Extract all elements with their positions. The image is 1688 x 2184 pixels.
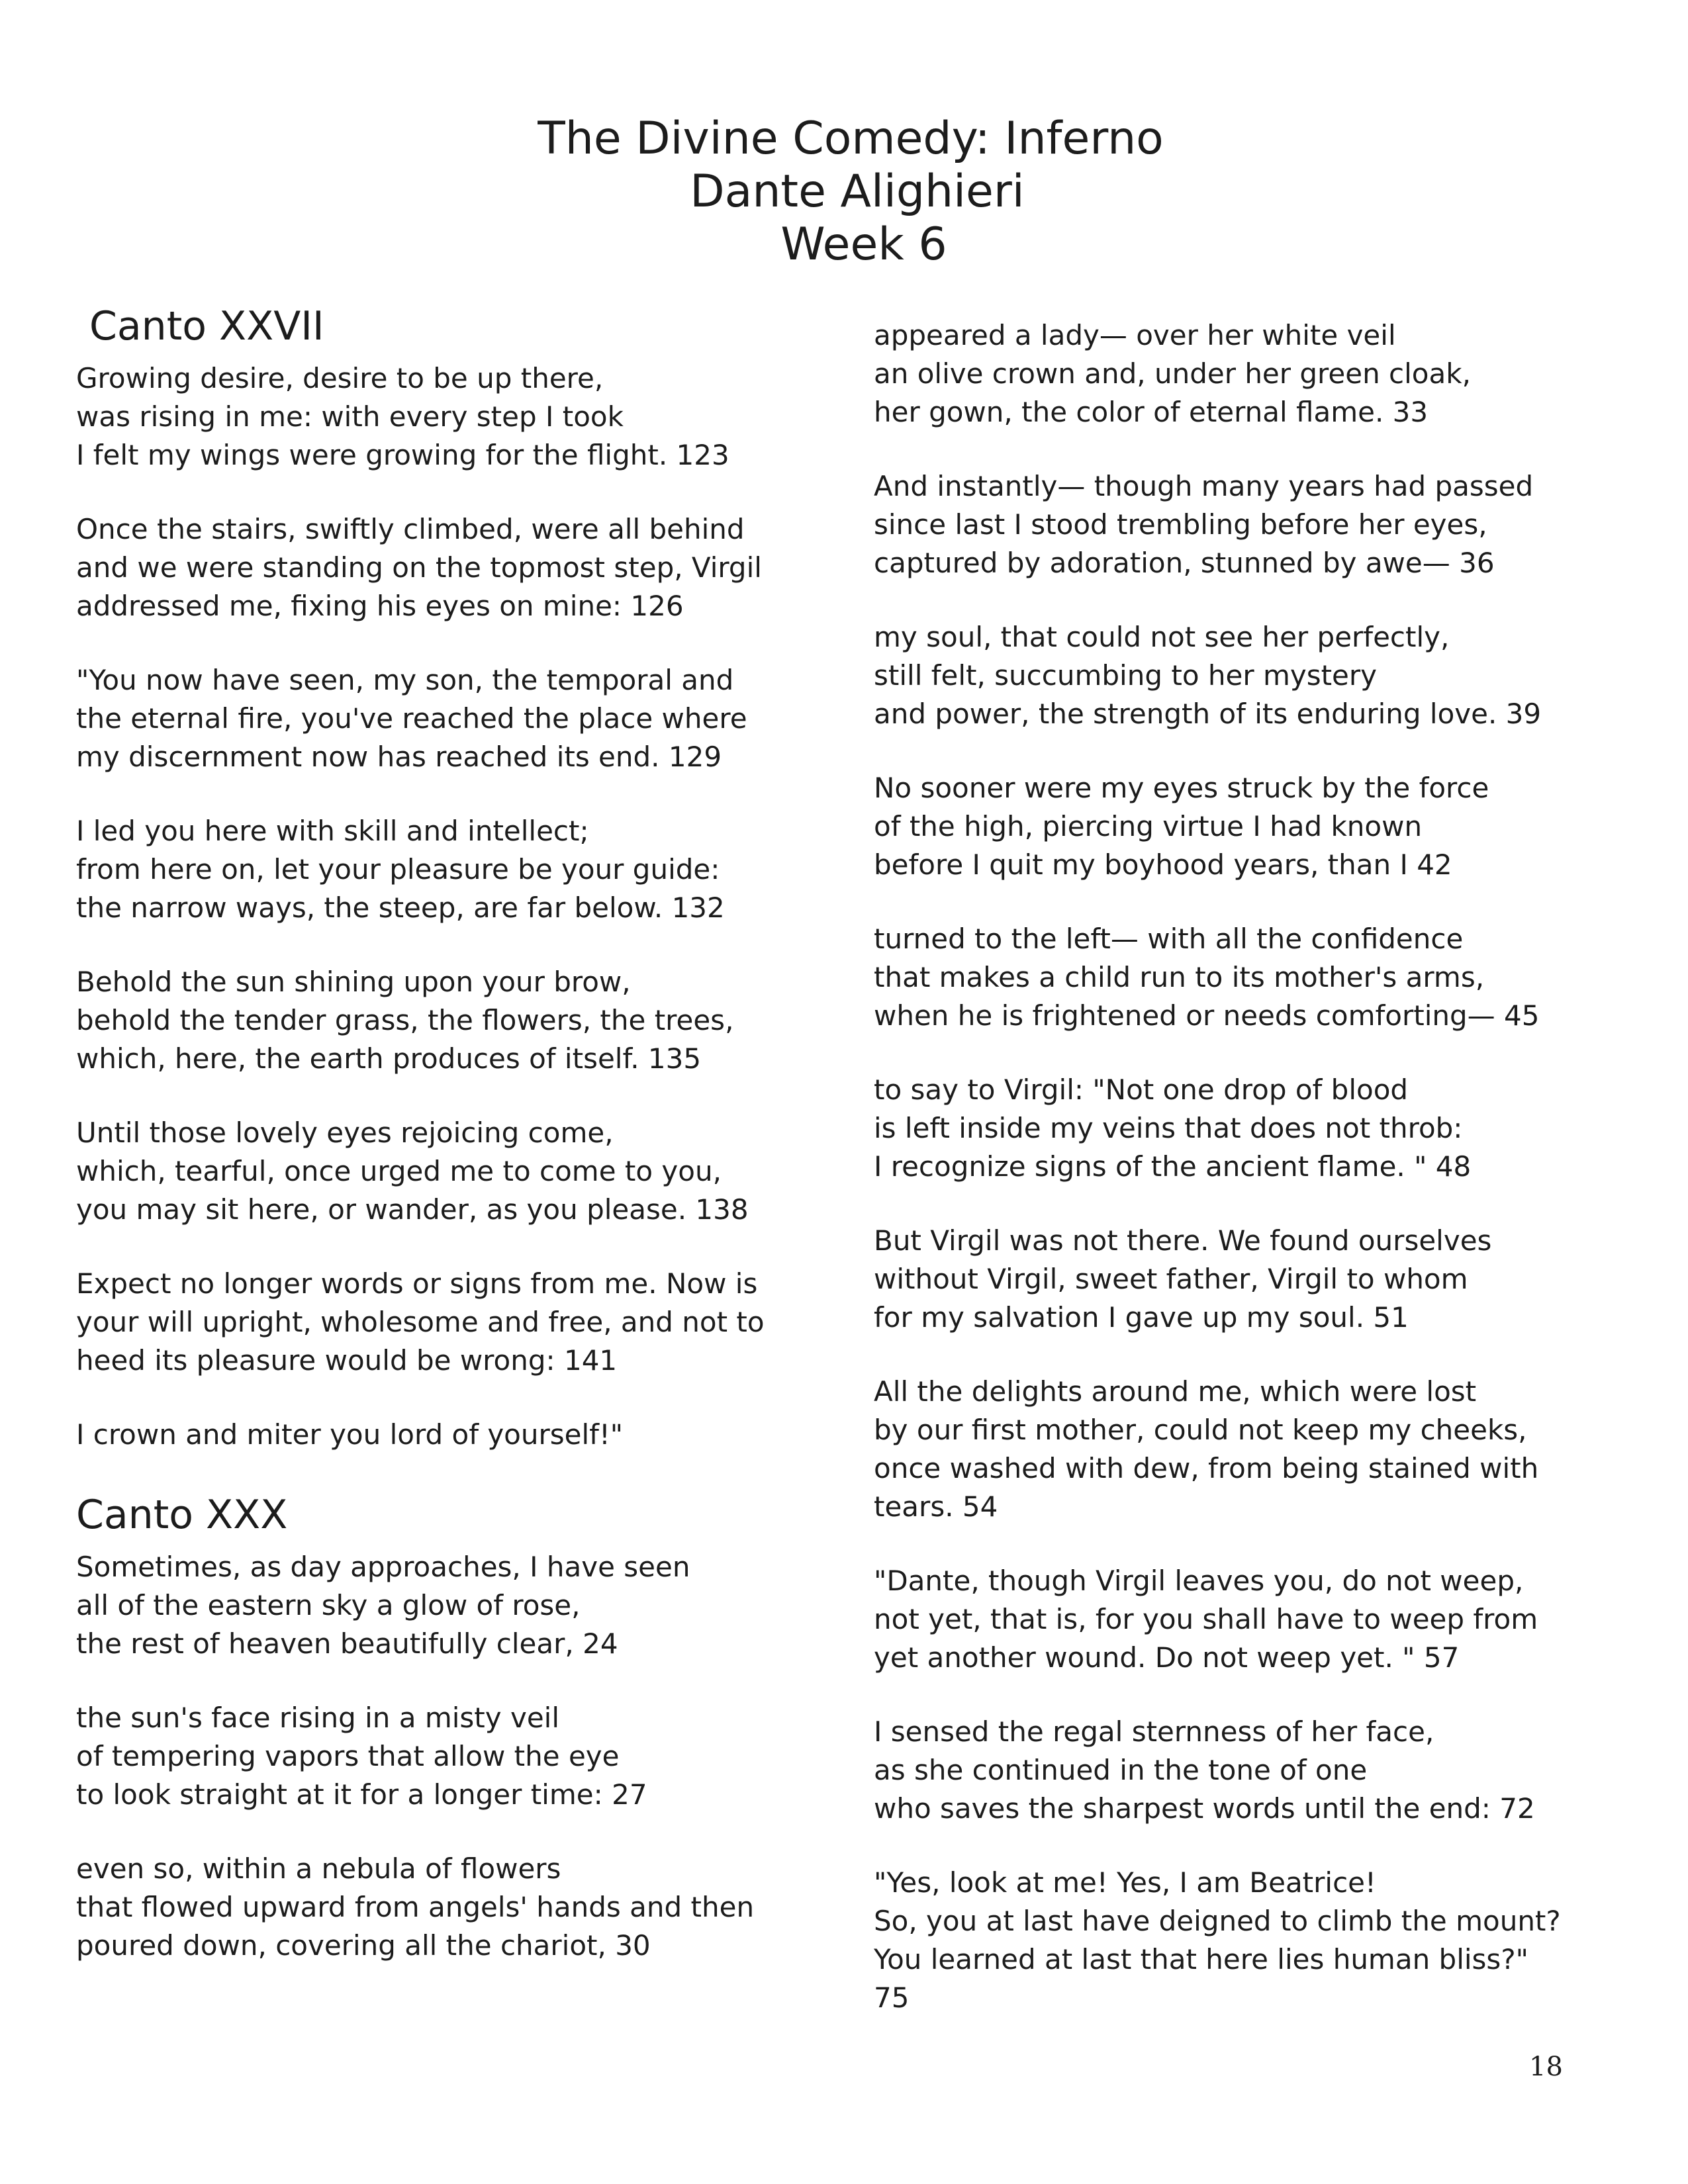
verse-line: that flowed upward from angels' hands and then [76, 1891, 755, 1923]
stanza [874, 1713, 1589, 1828]
verse-line: "You now have seen, my son, the temporal and [76, 664, 734, 696]
verse-line: was rising in me: with every step I took [76, 400, 624, 433]
verse-line: the eternal fire, you've reached the place where [76, 702, 747, 735]
stanza [874, 467, 1589, 582]
verse-line: I crown and miter you lord of yourself!" [76, 1418, 624, 1451]
verse-line: my soul, that could not see her perfectly, [874, 621, 1450, 653]
verse-line: captured by adoration, stunned by awe— 36 [874, 547, 1495, 579]
stanza [76, 1850, 791, 1965]
verse-line: to say to Virgil: "Not one drop of blood [874, 1073, 1409, 1106]
title-line-3: Week 6 [780, 218, 947, 271]
verse-line: is left inside my veins that does not throb: [874, 1112, 1463, 1144]
verse-line: the rest of heaven beautifully clear, 24 [76, 1627, 618, 1660]
verse-line: your will upright, wholesome and free, and not to [76, 1306, 765, 1338]
verse-line: You learned at last that here lies human bliss?" [874, 1943, 1528, 1976]
stanza [76, 1114, 791, 1229]
verse-line: and we were standing on the topmost step, Virgil [76, 551, 762, 584]
stanza [874, 1222, 1589, 1337]
verse-line: which, tearful, once urged me to come to you, [76, 1155, 722, 1187]
canto-heading: Canto XXX [76, 1492, 288, 1538]
stanza [76, 510, 791, 625]
canto-heading: Canto XXVII [89, 303, 324, 349]
verse-line: Once the stairs, swiftly climbed, were all behind [76, 513, 745, 545]
stanza [874, 1071, 1589, 1186]
right-column [874, 316, 1589, 2053]
verse-line: that makes a child run to its mother's arms, [874, 961, 1485, 993]
verse-line: which, here, the earth produces of itself. 135 [76, 1042, 702, 1075]
verse-line: poured down, covering all the chariot, 30 [76, 1929, 651, 1962]
stanza [76, 1548, 791, 1663]
verse-line: the narrow ways, the steep, are far below. 132 [76, 891, 725, 924]
verse-line: without Virgil, sweet father, Virgil to whom [874, 1263, 1468, 1295]
stanza [874, 920, 1589, 1035]
stanza [76, 1265, 791, 1380]
verse-line: No sooner were my eyes struck by the force [874, 772, 1489, 804]
stanza [76, 963, 791, 1078]
stanza [76, 359, 791, 475]
verse-line: of tempering vapors that allow the eye [76, 1740, 620, 1772]
verse-line: But Virgil was not there. We found ourselves [874, 1224, 1492, 1257]
stanza [874, 1864, 1589, 2017]
verse-line: by our first mother, could not keep my cheeks, [874, 1414, 1527, 1446]
verse-line: Growing desire, desire to be up there, [76, 362, 604, 394]
verse-line: you may sit here, or wander, as you please. 138 [76, 1193, 749, 1226]
verse-line: when he is frightened or needs comforting— 45 [874, 999, 1540, 1032]
canto-xxx-stanzas [76, 1548, 791, 1965]
verse-line: yet another wound. Do not weep yet. " 57 [874, 1641, 1460, 1674]
verse-line: once washed with dew, from being stained with [874, 1452, 1539, 1484]
verse-line: 75 [874, 1981, 910, 2014]
verse-line: an olive crown and, under her green cloak, [874, 357, 1471, 390]
page-number: 18 [1529, 2052, 1563, 2082]
stanza [874, 316, 1589, 432]
stanza [76, 812, 791, 927]
verse-line: Expect no longer words or signs from me. Now is [76, 1267, 758, 1300]
stanza [76, 1416, 791, 1454]
title-line-2: Dante Alighieri [690, 165, 1025, 218]
verse-line: addressed me, fixing his eyes on mine: 126 [76, 590, 684, 622]
document-title [0, 113, 1688, 271]
verse-line: before I quit my boyhood years, than I 42 [874, 848, 1452, 881]
verse-line: as she continued in the tone of one [874, 1754, 1368, 1786]
verse-line: for my salvation I gave up my soul. 51 [874, 1301, 1409, 1334]
verse-line: I recognize signs of the ancient flame. " 48 [874, 1150, 1472, 1183]
verse-line: I felt my wings were growing for the flight. 123 [76, 439, 729, 471]
verse-line: not yet, that is, for you shall have to weep from [874, 1603, 1538, 1635]
verse-line: still felt, succumbing to her mystery [874, 659, 1378, 692]
verse-line: I sensed the regal sternness of her face, [874, 1715, 1434, 1748]
canto-xxx-continued-stanzas [874, 316, 1589, 2017]
verse-line: since last I stood trembling before her eyes, [874, 508, 1487, 541]
verse-line: my discernment now has reached its end. 129 [76, 741, 722, 773]
verse-line: behold the tender grass, the flowers, the trees, [76, 1004, 734, 1036]
verse-line: All the delights around me, which were lost [874, 1375, 1477, 1408]
verse-line: the sun's face rising in a misty veil [76, 1702, 559, 1734]
verse-line: even so, within a nebula of flowers [76, 1852, 561, 1885]
verse-line: "Dante, though Virgil leaves you, do not weep, [874, 1565, 1524, 1597]
verse-line: heed its pleasure would be wrong: 141 [76, 1344, 618, 1377]
canto-xxvii-stanzas [76, 359, 791, 1454]
verse-line: Sometimes, as day approaches, I have seen [76, 1551, 690, 1583]
title-line-1: The Divine Comedy: Inferno [538, 113, 1164, 165]
verse-line: "Yes, look at me! Yes, I am Beatrice! [874, 1866, 1376, 1899]
stanza [874, 618, 1589, 733]
stanza [874, 1373, 1589, 1526]
verse-line: So, you at last have deigned to climb the mount? [874, 1905, 1561, 1937]
verse-line: of the high, piercing virtue I had known [874, 810, 1423, 842]
verse-line: Behold the sun shining upon your brow, [76, 966, 631, 998]
verse-line: from here on, let your pleasure be your guide: [76, 853, 720, 886]
verse-line: turned to the left— with all the confidence [874, 923, 1464, 955]
stanza [76, 1699, 791, 1814]
verse-line: I led you here with skill and intellect; [76, 815, 589, 847]
verse-line: Until those lovely eyes rejoicing come, [76, 1116, 614, 1149]
stanza [874, 1562, 1589, 1677]
verse-line: tears. 54 [874, 1490, 998, 1523]
verse-line: all of the eastern sky a glow of rose, [76, 1589, 581, 1621]
verse-line: to look straight at it for a longer time: 27 [76, 1778, 647, 1811]
stanza [874, 769, 1589, 884]
verse-line: her gown, the color of eternal flame. 33 [874, 396, 1429, 428]
verse-line: appeared a lady— over her white veil [874, 319, 1396, 351]
verse-line: who saves the sharpest words until the end: 72 [874, 1792, 1535, 1825]
stanza [76, 661, 791, 776]
verse-line: And instantly— though many years had passed [874, 470, 1534, 502]
left-column [76, 301, 791, 2001]
verse-line: and power, the strength of its enduring love. 39 [874, 698, 1542, 730]
